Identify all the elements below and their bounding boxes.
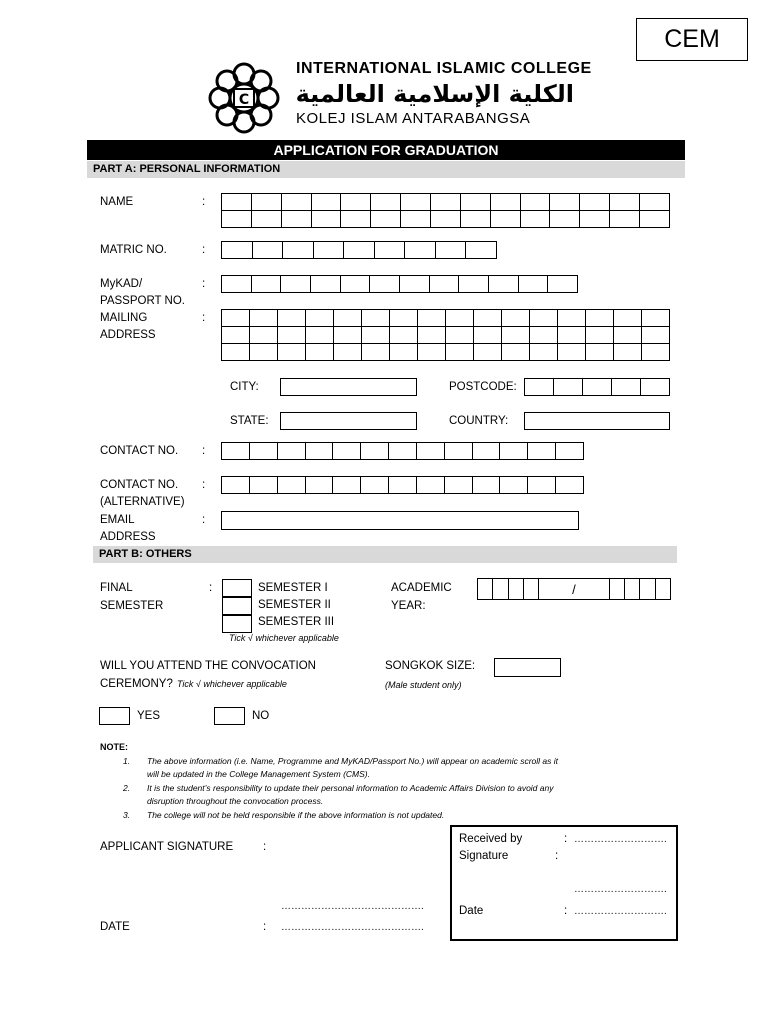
applicant-signature-label: APPLICANT SIGNATURE xyxy=(100,841,234,853)
signature-line[interactable]: ………………………. xyxy=(574,884,667,895)
name-colon: : xyxy=(202,196,206,208)
mykad-input-grid[interactable] xyxy=(221,275,578,293)
contact-alt-input-grid[interactable] xyxy=(221,476,584,494)
no-label: NO xyxy=(252,710,270,722)
note-heading: NOTE: xyxy=(100,742,128,752)
box-date-label: Date xyxy=(459,905,484,917)
college-name-ar: الكلية الإسلامية العالمية xyxy=(295,80,574,108)
note-3-line-1: The college will not be held responsible if the above information is not updated. xyxy=(147,810,445,820)
college-name-en: INTERNATIONAL ISLAMIC COLLEGE xyxy=(296,60,592,77)
passport-label: PASSPORT NO. xyxy=(100,295,185,307)
form-code-box xyxy=(636,18,748,61)
box-date-colon: : xyxy=(564,905,568,917)
matric-input-grid[interactable] xyxy=(221,241,497,259)
address-label: ADDRESS xyxy=(100,329,156,341)
received-by-line[interactable]: ………………………. xyxy=(574,834,667,845)
yes-checkbox[interactable] xyxy=(99,707,130,725)
songkok-note: (Male student only) xyxy=(385,680,462,690)
note-2-line-1: It is the student’s responsibility to update their personal information to Academic Affairs Division to avoid any xyxy=(147,783,554,793)
note-1-line-1: The above information (i.e. Name, Programme and MyKAD/Passport No.) will appear on academic scroll as it xyxy=(147,756,559,766)
note-2-num: 2. xyxy=(123,783,131,793)
convocation-question: WILL YOU ATTEND THE CONVOCATION xyxy=(100,660,316,672)
part-a-heading: PART A: PERSONAL INFORMATION xyxy=(87,161,685,178)
semester-tick-note: Tick √ whichever applicable xyxy=(229,633,339,643)
note-2-line-2: disruption throughout the convocation process. xyxy=(147,796,324,806)
city-field[interactable] xyxy=(280,378,417,396)
contact-input-grid[interactable] xyxy=(221,442,584,460)
name-input-grid[interactable] xyxy=(221,193,670,228)
form-title: APPLICATION FOR GRADUATION xyxy=(87,140,685,160)
convocation-question-2: CEREMONY? xyxy=(100,678,173,690)
svg-text:C: C xyxy=(238,92,250,108)
year-label: YEAR: xyxy=(391,600,426,612)
city-label: CITY: xyxy=(230,381,259,393)
yes-label: YES xyxy=(137,710,161,722)
email-field[interactable] xyxy=(221,511,579,530)
received-by-colon: : xyxy=(564,833,568,845)
songkok-label: SONGKOK SIZE: xyxy=(385,660,476,672)
mykad-label: MyKAD/ xyxy=(100,278,143,290)
mykad-colon: : xyxy=(202,278,206,290)
semester-3-checkbox[interactable] xyxy=(222,615,252,633)
state-field[interactable] xyxy=(280,412,417,430)
country-field[interactable] xyxy=(524,412,670,430)
contact-alt-label: CONTACT NO. xyxy=(100,479,179,491)
note-3-num: 3. xyxy=(123,810,131,820)
semester-3-label: SEMESTER III xyxy=(258,616,335,628)
contact-alt-sublabel: (ALTERNATIVE) xyxy=(100,496,185,508)
semester-1-label: SEMESTER I xyxy=(258,582,328,594)
no-checkbox[interactable] xyxy=(214,707,245,725)
final-label: FINAL xyxy=(100,582,133,594)
note-1-line-2: will be updated in the College Management System (CMS). xyxy=(147,769,370,779)
applicant-signature-line[interactable]: ……………………………………. xyxy=(281,901,424,912)
semester-label: SEMESTER xyxy=(100,600,164,612)
note-1-num: 1. xyxy=(123,756,131,766)
received-by-label: Received by xyxy=(459,833,523,845)
country-label: COUNTRY: xyxy=(449,415,509,427)
contact-colon: : xyxy=(202,445,206,457)
postcode-input-grid[interactable] xyxy=(524,378,670,396)
semester-2-label: SEMESTER II xyxy=(258,599,331,611)
mailing-address-grid[interactable] xyxy=(221,309,670,361)
matric-colon: : xyxy=(202,244,206,256)
college-logo-icon xyxy=(204,58,284,138)
semester-2-checkbox[interactable] xyxy=(222,597,252,615)
date-line[interactable]: ……………………………………. xyxy=(281,922,424,933)
college-name-my: KOLEJ ISLAM ANTARABANGSA xyxy=(296,110,531,127)
academic-year-grid[interactable] xyxy=(477,578,671,600)
signature-label: Signature xyxy=(459,850,509,862)
songkok-size-field[interactable] xyxy=(494,658,561,677)
semester-1-checkbox[interactable] xyxy=(222,579,252,597)
mailing-colon: : xyxy=(202,312,206,324)
signature-colon: : xyxy=(555,850,559,862)
email-address-label: ADDRESS xyxy=(100,531,156,543)
postcode-label: POSTCODE: xyxy=(449,381,517,393)
mailing-label: MAILING xyxy=(100,312,148,324)
email-colon: : xyxy=(202,514,206,526)
applicant-signature-colon: : xyxy=(263,841,267,853)
academic-year-slash: / xyxy=(539,579,610,600)
state-label: STATE: xyxy=(230,415,269,427)
academic-label: ACADEMIC xyxy=(391,582,452,594)
part-b-heading: PART B: OTHERS xyxy=(93,546,677,563)
contact-label: CONTACT NO. xyxy=(100,445,179,457)
form-code: CEM xyxy=(664,25,720,53)
name-label: NAME xyxy=(100,196,134,208)
email-label: EMAIL xyxy=(100,514,135,526)
date-colon: : xyxy=(263,921,267,933)
contact-alt-colon: : xyxy=(202,479,206,491)
matric-label: MATRIC NO. xyxy=(100,244,167,256)
convocation-tick-note: Tick √ whichever applicable xyxy=(177,679,287,689)
date-label: DATE xyxy=(100,921,130,933)
box-date-line[interactable]: ………………………. xyxy=(574,906,667,917)
semester-colon: : xyxy=(209,582,213,594)
